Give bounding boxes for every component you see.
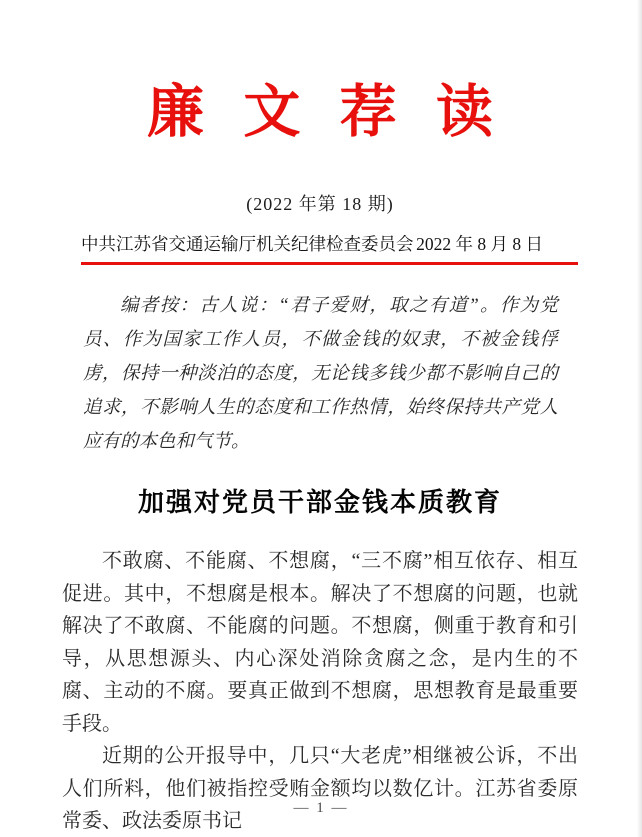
masthead-title: 廉 文 荐 读 <box>147 81 506 144</box>
article-paragraph: 近期的公开报导中，几只“大老虎”相继被公诉，不出人们所料，他们被指控受贿金额均以数亿计。江苏省委原常委、政法委原书记 <box>62 745 578 832</box>
issue-number-line: (2022 年第 18 期) <box>246 194 394 214</box>
publisher-row <box>81 232 543 256</box>
article-body <box>62 545 578 837</box>
page-number: — 1 — <box>293 800 349 816</box>
article-paragraph: 不敢腐、不能腐、不想腐，“三不腐”相互依存、相互促进。其中，不想腐是根本。解决了不想腐的问题，也就解决了不敢腐、不能腐的问题。不想腐，侧重于教育和引导，从思想源头、内心深处消除贪腐之念，是内生的不腐、主动的不腐。要真正做到不想腐，思想教育是最重要手段。 <box>62 550 578 735</box>
editor-note: 编者按：古人说：“君子爱财，取之有道”。作为党员、作为国家工作人员，不做金钱的奴隶，不被金钱俘虏，保持一种淡泊的态度，无论钱多钱少都不影响自己的追求，不影响人生的态度和工作热情，始终保持共产党人应有的本色和气节。 <box>83 296 558 452</box>
red-divider-rule <box>81 262 578 265</box>
issue-date: 2022 年 8 月 8 日 <box>416 234 543 254</box>
publisher-name: 中共江苏省交通运输厅机关纪律检查委员会 <box>81 234 414 254</box>
article-title: 加强对党员干部金钱本质教育 <box>137 488 502 517</box>
scan-edge-shadow <box>637 0 642 837</box>
